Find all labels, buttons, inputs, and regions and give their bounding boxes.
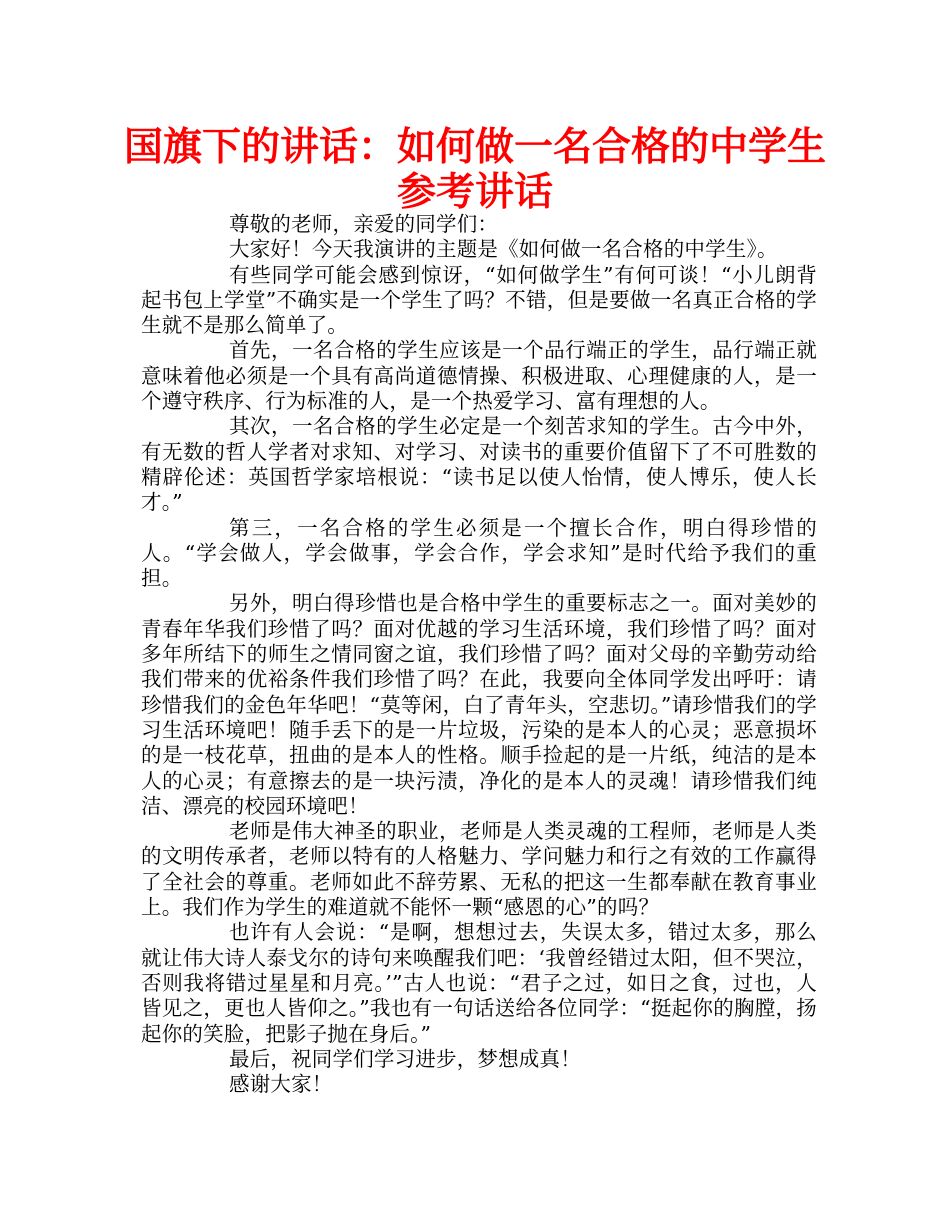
- body-paragraph: 另外，明白得珍惜也是合格中学生的重要标志之一。面对美妙的青春年华我们珍惜了吗？面对优越的学习生活环境，我们珍惜了吗？面对多年所结下的师生之情同窗之谊，我们珍惜了吗？面对父母的辛勤劳动给我们带来的优裕条件我们珍惜了吗？在此，我要向全体同学发出呼吁：请珍惜我们的金色年华吧！“莫等闲，白了青年头，空悲切。”请珍惜我们的学习生活环境吧！随手丢下的是一片垃圾，污染的是本人的心灵；恶意损坏的是一枝花草，扭曲的是本人的性格。顺手捡起的是一片纸，纯洁的是本人的心灵；有意擦去的是一块污渍，净化的是本人的灵魂！请珍惜我们纯洁、漂亮的校园环境吧！: [141, 591, 817, 818]
- document-subtitle: 参考讲话: [396, 170, 553, 215]
- closing-thanks: 感谢大家！: [229, 1072, 333, 1097]
- body-paragraph: 第三，一名合格的学生必须是一个擅长合作，明白得珍惜的人。“学会做人，学会做事，学会合作，学会求知”是时代给予我们的重担。: [141, 515, 817, 591]
- body-paragraph: 老师是伟大神圣的职业，老师是人类灵魂的工程师，老师是人类的文明传承者，老师以特有的人格魅力、学问魅力和行之有效的工作赢得了全社会的尊重。老师如此不辞劳累、无私的把这一生都奉献在教育事业上。我们作为学生的难道就不能怀一颗“感恩的心”的吗？: [141, 819, 817, 920]
- body-paragraph: 其次，一名合格的学生必定是一个刻苦求知的学生。古今中外，有无数的哲人学者对求知、对学习、对读书的重要价值留下了不可胜数的精辟伦述：英国哲学家培根说：“读书足以使人怡情，使人博乐，使人长才。”: [141, 414, 817, 515]
- body-paragraph: 有些同学可能会感到惊讶，“如何做学生”有何可谈！“小儿朗背起书包上学堂”不确实是一个学生了吗？不错，但是要做一名真正合格的学生就不是那么简单了。: [141, 262, 817, 338]
- salutation: 尊敬的老师，亲爱的同学们：: [229, 212, 499, 236]
- document-title: 国旗下的讲话：如何做一名合格的中学生: [123, 125, 826, 170]
- body-paragraph: 也许有人会说：“是啊，想想过去，失误太多，错过太多，那么就让伟大诗人泰戈尔的诗句来唤醒我们吧：‘我曾经错过太阳，但不哭泣，否则我将错过星星和月亮。’”古人也说：“君子之过，如日之食，过也，人皆见之，更也人皆仰之。”我也有一句话送给各位同学：“挺起你的胸膛，扬起你的笑脸，把影子抛在身后。”: [141, 920, 817, 1046]
- greeting-paragraph: 大家好！今天我演讲的主题是《如何做一名合格的中学生》。: [229, 237, 778, 262]
- closing-wish: 最后，祝同学们学习进步，梦想成真！: [229, 1046, 581, 1071]
- body-paragraph: 首先，一名合格的学生应该是一个品行端正的学生，品行端正就意味着他必须是一个具有高尚道德情操、积极进取、心理健康的人，是一个遵守秩序、行为标准的人，是一个热爱学习、富有理想的人。: [141, 338, 817, 414]
- document-body: [141, 212, 817, 1097]
